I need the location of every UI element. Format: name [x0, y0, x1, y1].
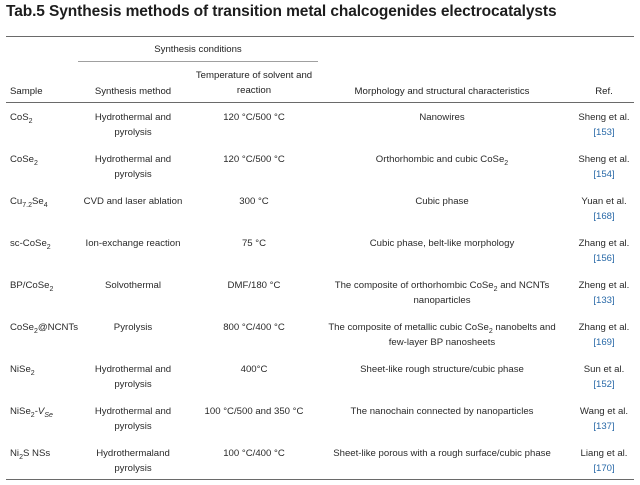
table-row-morph: Cubic phase [415, 196, 469, 207]
table-row-temp: 120 °C/500 °C [223, 112, 285, 123]
table-row-method: Hydrothermaland pyrolysis [96, 448, 170, 474]
table-row-ref [574, 362, 634, 392]
table-row-ref [574, 152, 634, 182]
table-row-temp: 800 °C/400 °C [223, 322, 285, 333]
ref-author: Sun et al. [583, 364, 625, 375]
table-row-method: CVD and laser ablation [83, 196, 183, 207]
ref-author: Zhang et al. [578, 238, 630, 249]
ref-link[interactable]: [137] [593, 421, 615, 432]
table-row-temp: 75 °C [241, 238, 267, 249]
top-rule [6, 36, 634, 37]
table-row-method: Hydrothermal and pyrolysis [94, 112, 172, 138]
header-method: Synthesis method [94, 86, 172, 97]
table-row-method: Pyrolysis [113, 322, 153, 333]
table-row-temp: DMF/180 °C [227, 280, 281, 291]
ref-link[interactable]: [168] [593, 211, 615, 222]
header-sample: Sample [10, 86, 43, 97]
table-row-method: Hydrothermal and pyrolysis [94, 154, 172, 180]
table-row-morph: Sheet-like porous with a rough surface/cubic phase [333, 448, 551, 459]
table-row-ref [574, 404, 634, 434]
table-row-ref [574, 194, 634, 224]
ref-link[interactable]: [156] [593, 253, 615, 264]
table-row-ref [574, 110, 634, 140]
header-temp: Temperature of solvent and reaction [195, 70, 313, 96]
ref-author: Zhang et al. [578, 322, 630, 333]
header-synthesis-conditions: Synthesis conditions [154, 44, 242, 55]
ref-link[interactable]: [153] [593, 127, 615, 138]
table-row-morph: The nanochain connected by nanoparticles [350, 406, 534, 417]
table-title: Tab.5 Synthesis methods of transition metal chalcogenides electrocatalysts [6, 3, 557, 20]
table-row-ref [574, 446, 634, 476]
table-row-temp: 120 °C/500 °C [223, 154, 285, 165]
table-row-morph: Cubic phase, belt-like morphology [369, 238, 515, 249]
table-row-ref [574, 236, 634, 266]
ref-link[interactable]: [170] [593, 463, 615, 474]
header-rule [6, 102, 634, 103]
table-row-method: Hydrothermal and pyrolysis [94, 406, 172, 432]
table-row-sample: CoSe$_2$@NCNTs [10, 322, 79, 335]
table-row-morph: The composite of orthorhombic CoSe$_2$ and NCNTs nanoparticles [334, 280, 550, 306]
table-row-temp: 100 °C/500 and 350 °C [204, 406, 304, 417]
table-row-ref [574, 320, 634, 350]
table-row-morph: The composite of metallic cubic CoSe$_2$ nanobelts and few-layer BP nanosheets [328, 322, 556, 348]
table-row-morph: Nanowires [419, 112, 465, 123]
ref-link[interactable]: [169] [593, 337, 615, 348]
header-ref: Ref. [595, 86, 613, 97]
ref-author: Wang et al. [579, 406, 629, 417]
table-row-sample: $NiSe_2-V_{Se}$ [10, 406, 53, 419]
table-row-sample: CoS$_2$ [10, 112, 33, 125]
table-row-morph: Sheet-like rough structure/cubic phase [360, 364, 524, 375]
table-row-temp: 400°C [240, 364, 268, 375]
ref-author: Sheng et al. [578, 112, 630, 123]
bottom-rule [6, 479, 634, 480]
table-row-ref [574, 278, 634, 308]
table-row-method: Hydrothermal and pyrolysis [94, 364, 172, 390]
table-row-temp: 300 °C [239, 196, 269, 207]
ref-author: Yuan et al. [581, 196, 627, 207]
table-row-morph: Orthorhombic and cubic CoSe$_2$ [375, 154, 509, 167]
table-row-sample: BP/CoSe$_2$ [10, 280, 54, 293]
table-row-temp: 100 °C/400 °C [223, 448, 285, 459]
ref-link[interactable]: [133] [593, 295, 615, 306]
ref-link[interactable]: [152] [593, 379, 615, 390]
table-row-sample: NiSe$_2$ [10, 364, 35, 377]
ref-author: Zheng et al. [578, 280, 630, 291]
table-row-sample: $Ni_2S$ NSs [10, 448, 51, 461]
ref-author: Sheng et al. [578, 154, 630, 165]
group-rule [78, 61, 318, 62]
table-row-sample: $Cu_{7.2}Se_4$ [10, 196, 48, 209]
table-row-sample: sc-CoSe$_2$ [10, 238, 51, 251]
table-row-method: Ion-exchange reaction [85, 238, 181, 249]
ref-link[interactable]: [154] [593, 169, 615, 180]
table-row-method: Solvothermal [105, 280, 161, 291]
ref-author: Liang et al. [580, 448, 628, 459]
table-row-sample: CoSe$_2$ [10, 154, 38, 167]
header-morph: Morphology and structural characteristics [354, 86, 530, 97]
